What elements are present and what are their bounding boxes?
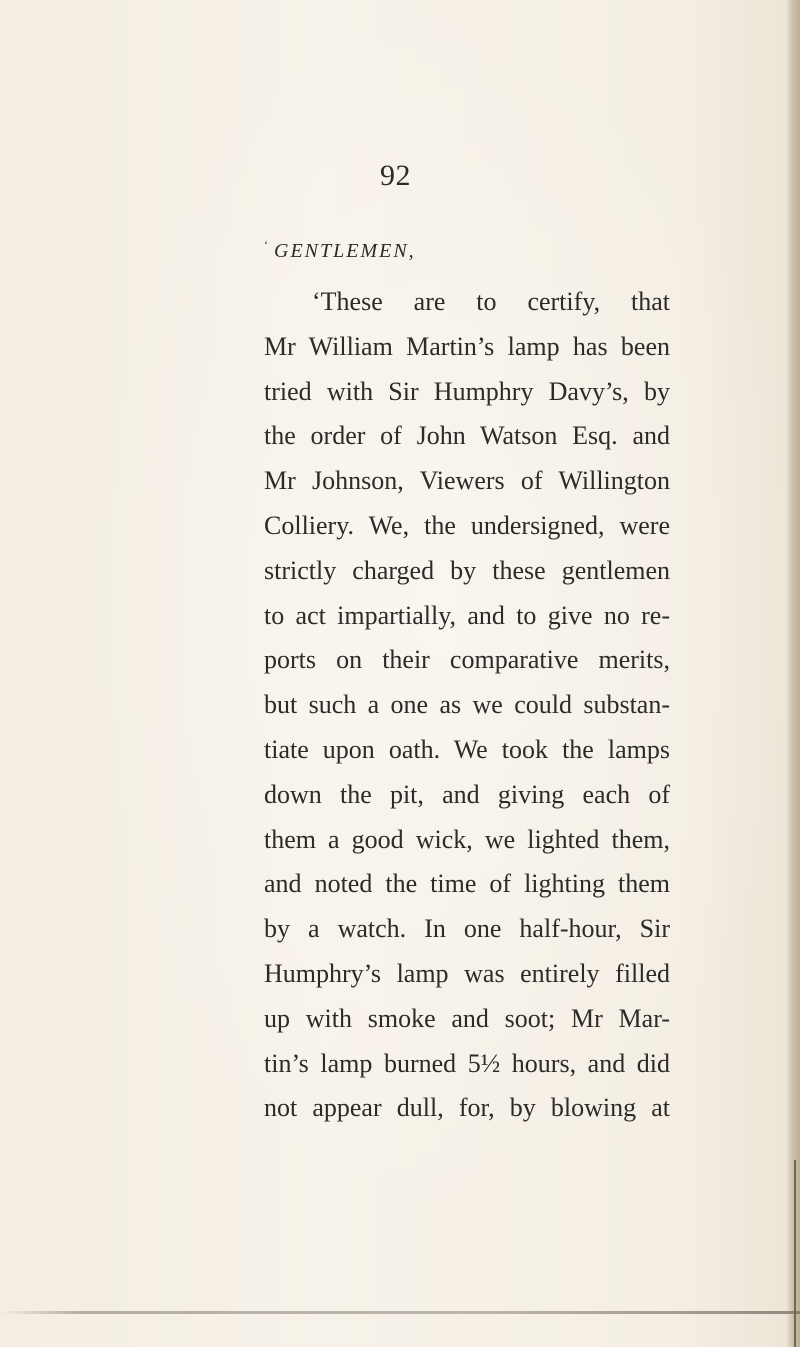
text-line: Mr William Martin’s lamp has been <box>264 331 670 361</box>
text-line: strictly charged by these gentlemen <box>264 555 670 585</box>
text-line: them a good wick, we lighted them, <box>264 824 670 854</box>
salutation <box>264 230 416 266</box>
text-line: by a watch. In one half-hour, Sir <box>264 914 670 944</box>
text-line: to act impartially, and to give no re- <box>264 600 670 630</box>
text-line: the order of John Watson Esq. and <box>264 421 670 451</box>
text-line: Mr Johnson, Viewers of Willington <box>264 466 670 496</box>
text-line: ports on their comparative merits, <box>264 645 670 675</box>
salutation-text: GENTLEMEN, <box>274 240 416 262</box>
text-line: not appear dull, for, by blowing at <box>264 1093 670 1123</box>
page-number: 92 <box>380 159 411 192</box>
text-line: tin’s lamp burned 5½ hours, and did <box>264 1048 670 1078</box>
text-line: but such a one as we could substan- <box>264 690 670 720</box>
text-line: tiate upon oath. We took the lamps <box>264 734 670 764</box>
text-line: Humphry’s lamp was entirely filled <box>264 958 670 988</box>
salutation-quote-mark: ‘ <box>264 238 270 252</box>
text-line: ‘These are to certify, that <box>312 287 670 316</box>
text-line: down the pit, and giving each of <box>264 779 670 809</box>
text-line: tried with Sir Humphry Davy’s, by <box>264 376 670 406</box>
body-text <box>264 280 670 1131</box>
text-line: up with smoke and soot; Mr Mar- <box>264 1003 670 1033</box>
text-line: and noted the time of lighting them <box>264 869 670 899</box>
bottom-rule <box>0 1311 800 1314</box>
text-line: Colliery. We, the undersigned, were <box>264 510 670 540</box>
page-edge-shadow <box>786 0 800 1347</box>
page-edge-line <box>794 1160 796 1347</box>
